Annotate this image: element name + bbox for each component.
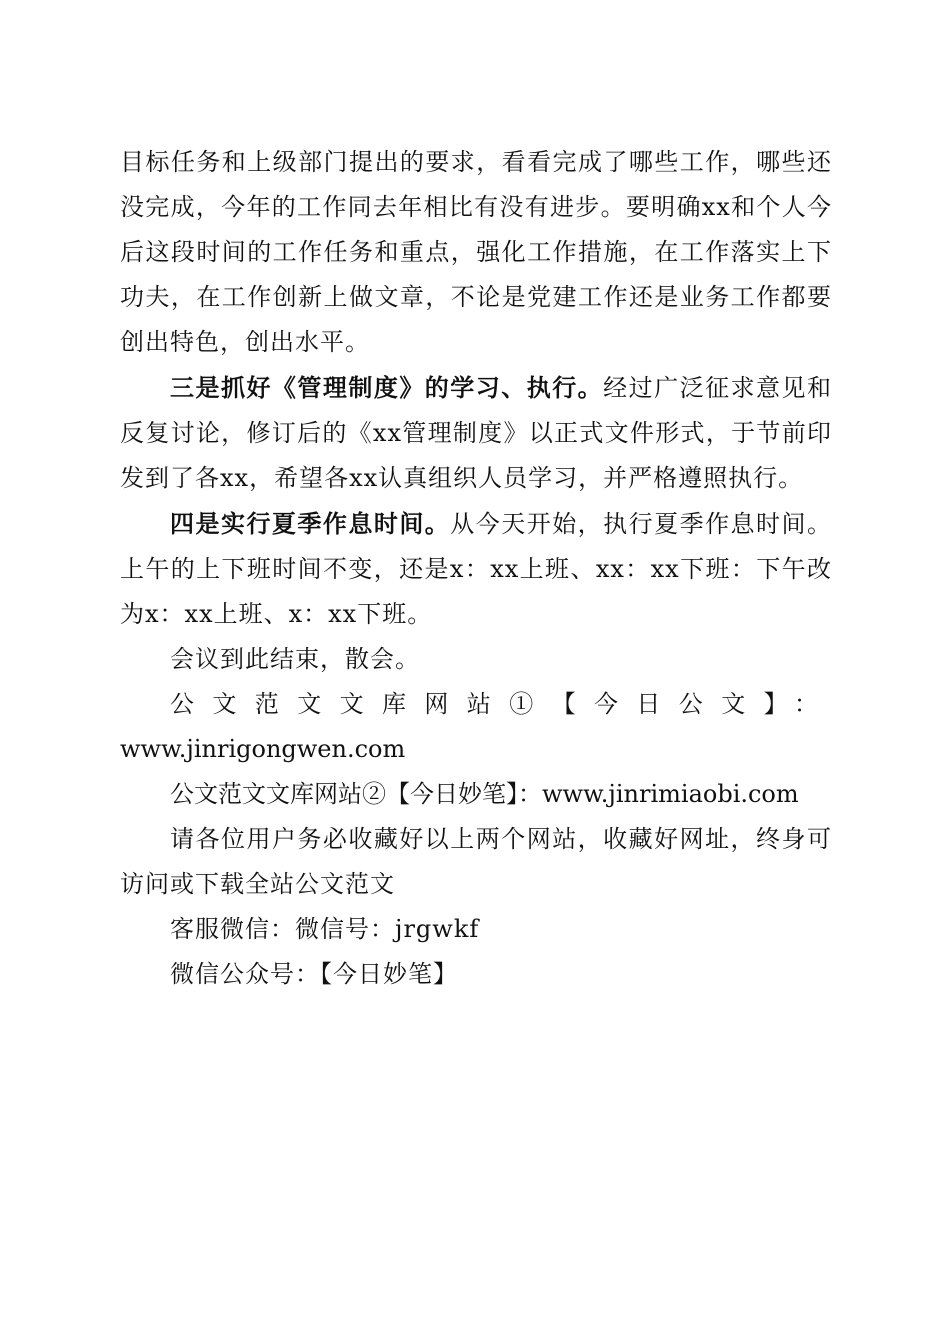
footer-notice: 请各位用户务必收藏好以上两个网站，收藏好网址，终身可访问或下载全站公文范文 <box>120 825 832 898</box>
paragraph-body: 从今天开始，执行夏季作息时间。上午的上下班时间不变，还是x：xx上班、xx：xx下班：下午改为x：xx上班、x：xx下班。 <box>120 510 833 628</box>
paragraph-summer-schedule <box>120 501 832 637</box>
paragraph-lead: 三是抓好《管理制度》的学习、执行。 <box>170 373 604 402</box>
document-page <box>120 140 832 997</box>
paragraph-body: 经过广泛征求意见和反复讨论，修订后的《xx管理制度》以正式文件形式，于节前印发到了各xx，希望各xx认真组织人员学习，并严格遵照执行。 <box>120 374 833 492</box>
footer-site2 <box>120 772 832 817</box>
footer-wechat-official: 微信公众号：【今日妙笔】 <box>170 960 458 988</box>
footer-site1-label: 公文范文文库网站①【今日公文】： <box>170 690 832 718</box>
footer-site1-url[interactable]: www.jinrigongwen.com <box>120 735 406 763</box>
footer-site2-label: 公文范文文库网站②【今日妙笔】： <box>170 780 542 808</box>
paragraph-lead: 四是实行夏季作息时间。 <box>170 509 451 538</box>
footer-wechat-service: 客服微信：微信号：jrgwkf <box>170 915 480 943</box>
paragraph-closing: 会议到此结束，散会。 <box>170 645 420 673</box>
paragraph-goals: 目标任务和上级部门提出的要求，看看完成了哪些工作，哪些还没完成，今年的工作同去年相比有没有进步。要明确xx和个人今后这段时间的工作任务和重点，强化工作措施，在工作落实上下功夫，在工作创新上做文章，不论是党建工作还是业务工作都要创出特色，创出水平。 <box>120 148 832 356</box>
paragraph-management-system <box>120 365 832 501</box>
footer-site2-url[interactable]: www.jinrimiaobi.com <box>542 780 799 808</box>
